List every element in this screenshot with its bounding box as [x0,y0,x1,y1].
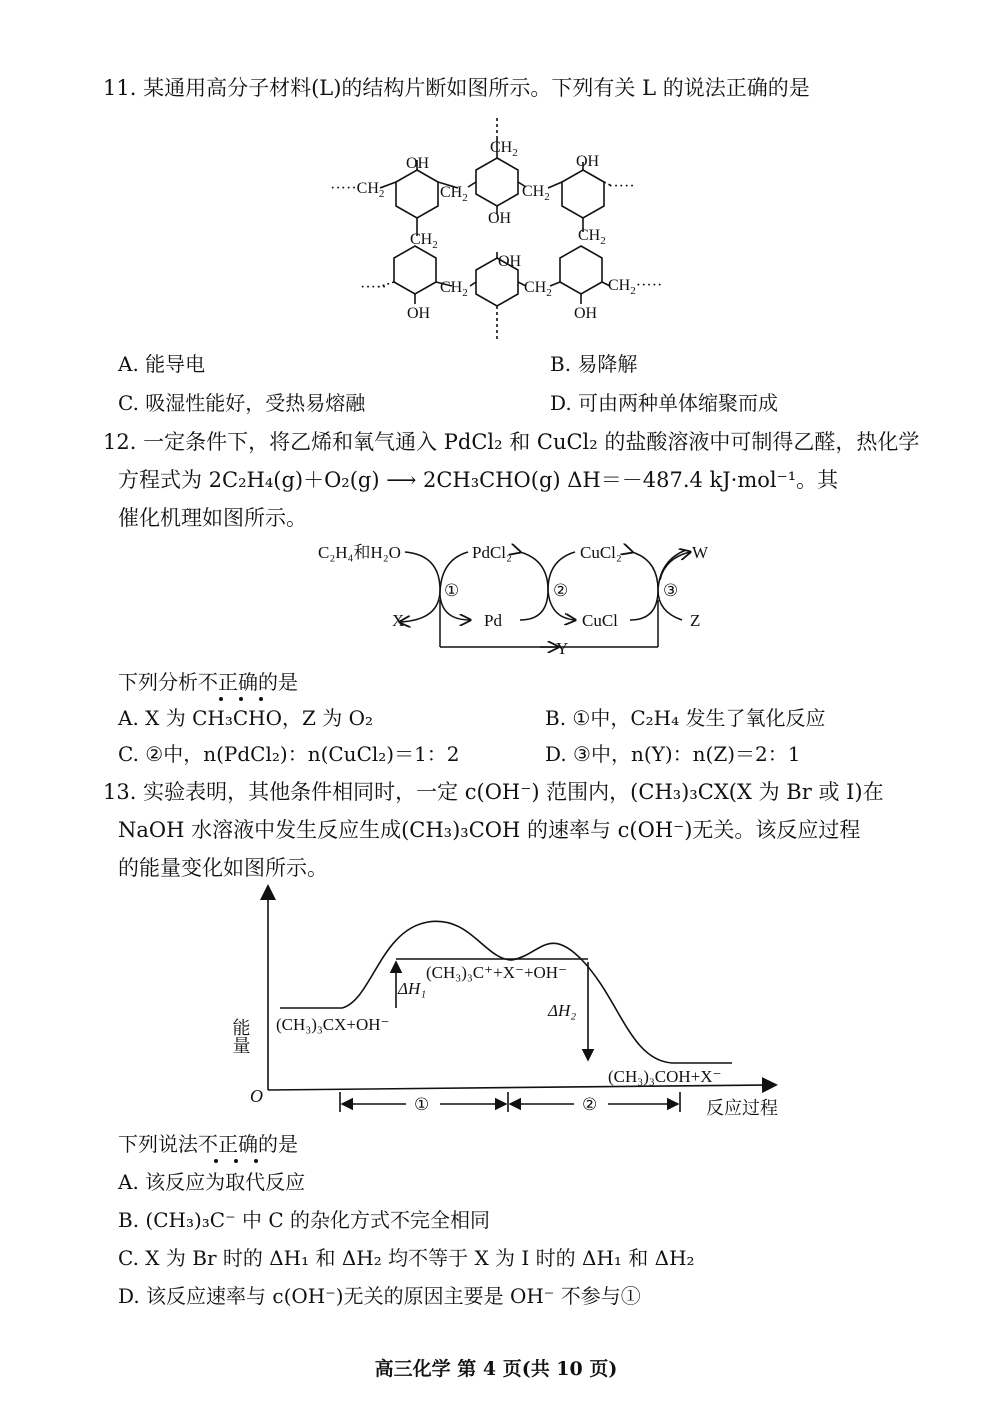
q11-oh-label: OH [406,155,430,172]
q13-intermediate-label: (CH₃)₃C⁺+X⁻+OH⁻ [426,963,568,982]
q11-ch2-label: $CH_2$ [522,183,550,203]
emphasis-dot [214,1159,218,1163]
q12-stem-line1: 12. 一定条件下，将乙烯和氧气通入 PdCl₂ 和 CuCl₂ 的盐酸溶液中可制得乙醛，热化学 [103,430,920,454]
q12-option-b: B. ①中，C₂H₄ 发生了氧化反应 [545,706,826,730]
q13-reactant-label: (CH₃)₃CX+OH⁻ [276,1015,390,1034]
q11-ch2-label: $CH_2$ [524,279,552,299]
q12-w: W [692,543,709,562]
q12-pd: Pd [484,611,502,630]
q13-stage2: ② [582,1095,598,1114]
q12-option-d: D. ③中，n(Y)：n(Z)＝2：1 [545,742,801,766]
q11-option-a: A. 能导电 [118,352,206,376]
q11-ch2-label: $CH_2$ [578,227,606,247]
q12-z: Z [690,611,701,630]
q13-option-b: B. (CH₃)₃C⁻ 中 C 的杂化方式不完全相同 [118,1208,491,1232]
q13-product-label: (CH₃)₃COH+X⁻ [608,1067,722,1086]
q13-origin: O [250,1086,263,1106]
q11-oh-label: OH [407,305,431,322]
q12-cucl: CuCl [582,611,618,630]
q12-x: X [392,611,405,630]
q12-option-c: C. ②中，n(PdCl₂)：n(CuCl₂)＝1：2 [118,742,460,766]
q11-ch2-label: $CH_2$ [490,139,518,159]
q12-y: Y [556,639,569,658]
q12-step3: ③ [663,581,679,600]
q12-stem-line2: 方程式为 2C₂H₄(g)＋O₂(g) ⟶ 2CH₃CHO(g) ΔH＝－487.4 kJ·mol⁻¹。其 [118,468,839,492]
q13-stage1: ① [414,1095,430,1114]
q11-oh-label: OH [574,305,598,322]
q11-ch2-label: $CH_2\cdot\cdot\cdot\cdot\cdot$ [608,277,663,297]
q11-oh-label: OH [498,253,522,270]
q13-dh1-label: ΔH₁ [398,979,427,998]
q12-step2: ② [553,581,569,600]
q11-option-c: C. 吸湿性能好，受热易熔融 [118,391,366,415]
q13-option-c: C. X 为 Br 时的 ΔH₁ 和 ΔH₂ 均不等于 X 为 I 时的 ΔH₁ 和 ΔH₂ [118,1246,695,1270]
q11-oh-label: OH [488,210,512,227]
q13-stem-line3: 的能量变化如图所示。 [118,856,328,880]
emphasis-dot [234,1159,238,1163]
q11-ch2-label: $CH_2$ [440,279,468,299]
q13-question: 下列说法不正确的是 [118,1132,298,1156]
q12-stem-line3: 催化机理如图所示。 [118,506,307,530]
q11-oh-label: OH [576,153,600,170]
q12-pdcl2: PdCl₂ [472,543,512,562]
q11-ch2-label: $CH_2$ [440,184,468,204]
q13-y-axis-label: 能量 [229,1018,251,1054]
q11-dots: ····· [360,279,387,296]
q12-step1: ① [444,581,460,600]
q13-option-a: A. 该反应为取代反应 [118,1170,306,1194]
q11-dots: ····· [608,178,635,195]
q13-dh2-label: ΔH₂ [548,1001,577,1020]
q11-ch2-label: $CH_2$ [410,231,438,251]
q11-option-d: D. 可由两种单体缩聚而成 [550,391,779,415]
q12-question: 下列分析不正确的是 [118,670,298,694]
emphasis-dot [254,1159,258,1163]
q11-option-b: B. 易降解 [550,352,638,376]
page-footer: 高三化学 第 4 页(共 10 页) [374,1358,618,1380]
q13-option-d: D. 该反应速率与 c(OH⁻)无关的原因主要是 OH⁻ 不参与① [118,1284,641,1308]
q12-cucl2: CuCl₂ [580,543,622,562]
q13-stem-line1: 13. 实验表明，其他条件相同时，一定 c(OH⁻) 范围内，(CH₃)₃CX(X 为 Br 或 I)在 [103,780,884,804]
q13-stem-line2: NaOH 水溶液中发生反应生成(CH₃)₃COH 的速率与 c(OH⁻)无关。该反应过程 [118,818,861,842]
q12-c2h4-h2o: C₂H₄和H₂O [318,543,401,562]
q11-ch2-label: $\cdot\cdot\cdot\cdot\cdot CH_2$ [330,180,385,200]
q11-stem: 11. 某通用高分子材料(L)的结构片断如图所示。下列有关 L 的说法正确的是 [103,76,810,100]
q13-x-axis-label: 反应过程 [706,1098,778,1119]
q12-option-a: A. X 为 CH₃CHO，Z 为 O₂ [118,706,374,730]
